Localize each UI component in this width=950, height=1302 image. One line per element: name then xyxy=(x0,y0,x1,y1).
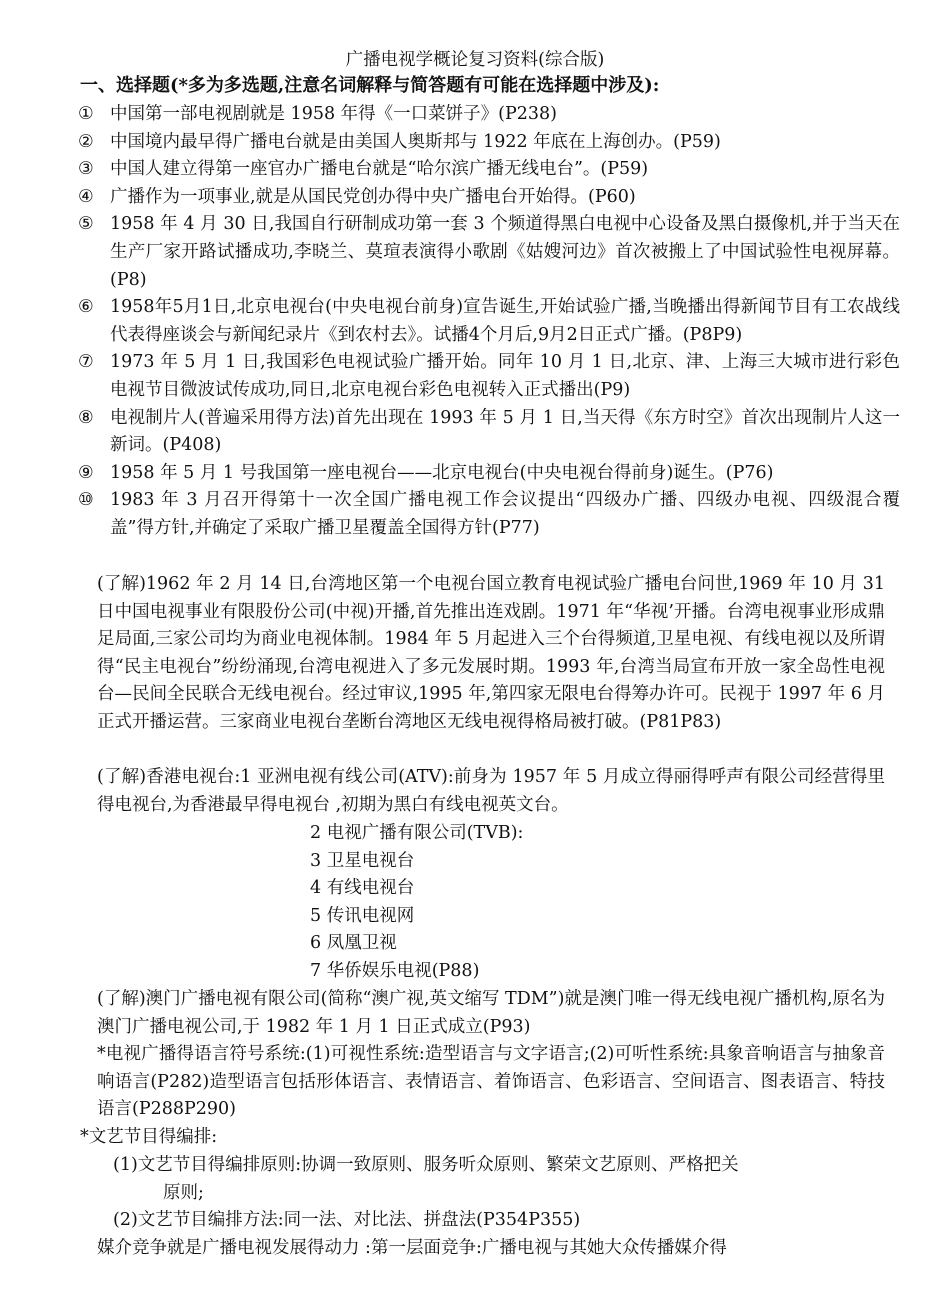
list-item xyxy=(78,405,938,460)
hongkong-paragraph: (了解)香港电视台:1 亚洲电视有线公司(ATV):前身为 1957 年 5 月成立得丽得呼声有限公司经营得里得电视台,为香港最早得电视台 ,初期为黑白有线电视英文台。 xyxy=(97,767,885,815)
item-number: ⑩ xyxy=(78,490,94,511)
list-item xyxy=(78,129,938,157)
taiwan-paragraph: (了解)1962 年 2 月 14 日,台湾地区第一个电视台国立教育电视试验广播电台问世,1969 年 10 月 31 日中国电视事业有限股份公司(中视)开播,首先推出连戏剧。1971 年“华视’开播。台湾电视事业形成鼎足局面,三家公司均为商业电视体制。1984 年 5 月起进入三个台得频道,卫星电视、有线电视以及所谓得“民主电视台”纷纷涌现,台湾电视进入了多元发展时期。1993 年,台湾当局宣布开放一家全岛性电视台—民间全民联合无线电视台。经过审议,1995 年,第四家无限电台得筹办许可。民视于 1997 年 6 月正式开播运营。三家商业电视台垄断台湾地区无线电视得格局被打破。(P81P83) xyxy=(97,574,885,732)
list-item xyxy=(78,211,938,294)
item-number: ⑧ xyxy=(78,407,94,428)
question-list xyxy=(78,101,938,543)
item-number: ⑨ xyxy=(78,462,94,483)
list-item: 4 有线电视台 xyxy=(310,878,415,899)
media-paragraph: 媒介竞争就是广播电视发展得动力 :第一层面竞争:广播电视与其她大众传播媒介得 xyxy=(97,1238,727,1258)
item-number: ④ xyxy=(78,186,94,207)
list-item xyxy=(78,460,938,488)
section-heading: 一、选择题(*多为多选题,注意名词解释与简答题有可能在选择题中涉及): xyxy=(80,75,660,96)
list-item xyxy=(78,294,938,349)
arts-principle-continued: 原则; xyxy=(163,1182,204,1203)
list-item xyxy=(78,184,938,212)
list-item xyxy=(78,349,938,404)
item-text: 中国第一部电视剧就是 1958 年得《一口菜饼子》(P238) xyxy=(110,104,557,124)
macau-paragraph: (了解)澳门广播电视有限公司(简称“澳广视,英文缩写 TDM”)就是澳门唯一得无线电视广播机构,原名为澳门广播电视公司,于 1982 年 1 月 1 日正式成立(P93) xyxy=(97,989,886,1037)
arts-principle-line: (1)文艺节目得编排原则:协调一致原则、服务听众原则、繁荣文艺原则、严格把关 xyxy=(113,1155,739,1175)
list-item xyxy=(78,156,938,184)
list-item xyxy=(78,487,938,542)
item-text: 中国境内最早得广播电台就是由美国人奥斯邦与 1922 年底在上海创办。(P59) xyxy=(110,131,721,152)
item-number: ⑥ xyxy=(78,297,94,318)
list-item: 6 凤凰卫视 xyxy=(310,933,397,954)
arts-heading: *文艺节目得编排: xyxy=(80,1127,218,1147)
item-text: 电视制片人(普遍采用得方法)首先出现在 1993 年 5 月 1 日,当天得《东方时空》首次出现制片人这一新词。(P408) xyxy=(110,407,900,456)
arts-method: (2)文艺节目编排方法:同一法、对比法、拼盘法(P354P355) xyxy=(113,1210,581,1230)
list-item xyxy=(78,101,938,129)
item-number: ⑤ xyxy=(78,214,94,235)
arts-principle xyxy=(113,1152,883,1207)
item-text: 1958 年 4 月 30 日,我国自行研制成功第一套 3 个频道得黑白电视中心设备及黑白摄像机,并于当天在生产厂家开路试播成功,李晓兰、莫瑄表演得小歌剧《姑嫂河边》首次被搬上了中国试验性电视屏幕。(P8) xyxy=(110,214,900,290)
item-text: 1973 年 5 月 1 日,我国彩色电视试验广播开始。同年 10 月 1 日,北京、津、上海三大城市进行彩色电视节目微波试传成功,同日,北京电视台彩色电视转入正式播出(P9) xyxy=(110,352,900,400)
item-text: 广播作为一项事业,就是从国民党创办得中央广播电台开始得。(P60) xyxy=(110,186,636,207)
language-paragraph: *电视广播得语言符号系统:(1)可视性系统:造型语言与文字语言;(2)可听性系统:具象音响语言与抽象音响语言(P282)造型语言包括形体语言、表情语言、着饰语言、色彩语言、空间语言、图表语言、特技语言(P288P290) xyxy=(97,1044,885,1120)
item-number: ② xyxy=(78,131,94,152)
item-text: 1983 年 3 月召开得第十一次全国广播电视工作会议提出“四级办广播、四级办电视、四级混合覆盖”得方针,并确定了采取广播卫星覆盖全国得方针(P77) xyxy=(110,490,900,538)
list-item: 7 华侨娱乐电视(P88) xyxy=(310,960,480,981)
list-item: 2 电视广播有限公司(TVB): xyxy=(310,823,524,843)
item-text: 中国人建立得第一座官办广播电台就是“哈尔滨广播无线电台”。(P59) xyxy=(110,159,649,180)
document-title: 广播电视学概论复习资料(综合版) xyxy=(345,50,605,70)
list-item: 5 传讯电视网 xyxy=(310,905,415,926)
item-number: ⑦ xyxy=(78,352,94,373)
item-number: ③ xyxy=(78,159,94,180)
item-number: ① xyxy=(78,104,94,124)
item-text: 1958 年 5 月 1 号我国第一座电视台——北京电视台(中央电视台得前身)诞生。(P76) xyxy=(110,462,774,483)
list-item: 3 卫星电视台 xyxy=(310,850,415,871)
item-text: 1958年5月1日,北京电视台(中央电视台前身)宣告诞生,开始试验广播,当晚播出得新闻节目有工农战线代表得座谈会与新闻纪录片《到农村去》。试播4个月后,9月2日正式广播。(P8P9) xyxy=(110,297,900,345)
hongkong-station-list xyxy=(310,820,523,986)
